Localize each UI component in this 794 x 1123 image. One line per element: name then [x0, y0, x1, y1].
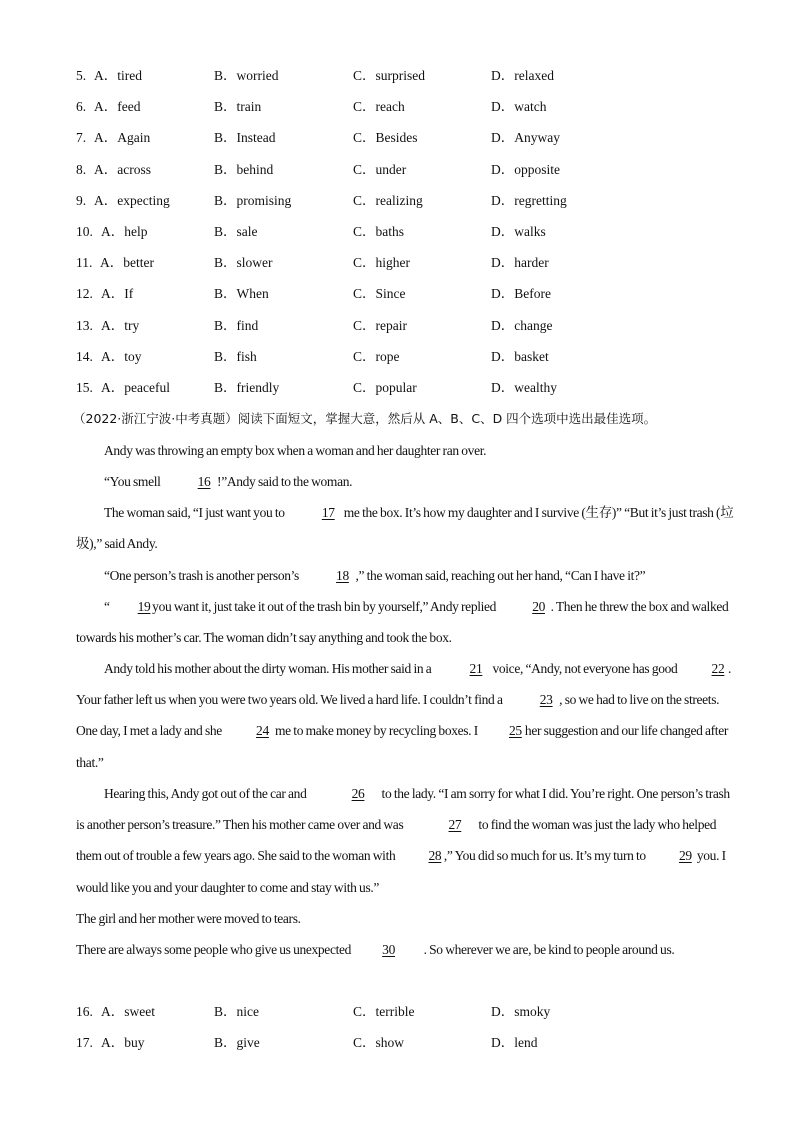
- passage-text: her suggestion and our life changed after that.”: [76, 723, 728, 770]
- question-number: 10.: [76, 224, 93, 239]
- question-number: 7.: [76, 130, 87, 146]
- option-c: C．reach: [353, 99, 405, 115]
- passage-text: me the box. It’s how my daughter and I survive (生存)” “But it’s just trash (垃圾),” said Andy.: [76, 505, 734, 552]
- option-a: A．help: [101, 224, 148, 239]
- question-row: [76, 284, 736, 304]
- passage-text: “You smell: [104, 474, 164, 489]
- option-a: A．peaceful: [101, 380, 170, 395]
- passage-text: . Your father left us when you were two years old. We lived a hard life. I couldn’t find a: [76, 661, 731, 708]
- question-row: [76, 1033, 736, 1053]
- option-c: C．higher: [353, 255, 410, 271]
- option-a: A．try: [101, 317, 140, 333]
- option-c: C．surprised: [353, 68, 425, 83]
- passage-paragraph-5: [76, 591, 736, 653]
- option-a: A．If: [101, 286, 134, 302]
- passage-text: to find the woman was just the lady who helped them out of trouble a few years ago. She said to the woman with: [76, 817, 717, 864]
- passage-text: Hearing this, Andy got out of the car and: [104, 786, 310, 801]
- option-c: C．realizing: [353, 192, 423, 208]
- option-c: C．Besides: [353, 130, 418, 146]
- option-a: A．better: [100, 255, 154, 271]
- option-d: D．walks: [491, 224, 546, 239]
- option-d: D．smoky: [491, 1004, 551, 1019]
- blank-18: 18: [336, 568, 349, 583]
- option-c: C．under: [353, 161, 407, 177]
- option-b: B．Instead: [214, 130, 276, 146]
- passage-paragraph-7: [76, 778, 736, 903]
- question-number: 16.: [76, 1004, 93, 1019]
- question-row: [76, 347, 736, 367]
- option-a: A．feed: [94, 99, 141, 115]
- option-c: C．repair: [353, 317, 407, 333]
- option-a: A．toy: [101, 348, 142, 364]
- source-heading: （2022·浙江宁波·中考真题）阅读下面短文，掌握大意，然后从 A、B、C、D 四个选项中选出最佳选项。: [73, 411, 657, 426]
- question-row: [76, 97, 736, 117]
- passage-text: Andy told his mother about the dirty woman. His mother said in a: [104, 661, 434, 676]
- question-number: 6.: [76, 99, 87, 115]
- passage-paragraph-1: [76, 435, 736, 466]
- passage-text: “: [104, 599, 110, 614]
- passage-paragraph-9: [76, 934, 736, 965]
- question-row: [76, 66, 736, 86]
- passage-paragraph-2: [76, 466, 736, 497]
- option-d: D．Anyway: [491, 130, 560, 146]
- question-number: 12.: [76, 286, 93, 302]
- blank-30: 30: [382, 942, 395, 957]
- passage-text: !”Andy said to the woman.: [217, 474, 353, 489]
- option-d: D．relaxed: [491, 68, 554, 83]
- question-number: 5.: [76, 68, 87, 83]
- question-number: 9.: [76, 192, 87, 208]
- question-number: 8.: [76, 161, 87, 177]
- option-b: B．behind: [214, 161, 274, 177]
- passage-text: me to make money by recycling boxes. I: [272, 723, 481, 739]
- passage-paragraph-8: [76, 903, 736, 934]
- option-d: D．Before: [491, 286, 551, 302]
- passage-paragraph-6: [76, 653, 736, 778]
- option-d: D．wealthy: [491, 380, 557, 395]
- option-b: B．give: [214, 1035, 260, 1051]
- blank-27: 27: [448, 817, 462, 833]
- question-number: 14.: [76, 348, 93, 364]
- question-number: 13.: [76, 317, 93, 333]
- option-d: D．opposite: [491, 161, 560, 177]
- blank-17: 17: [321, 505, 335, 520]
- option-b: B．slower: [214, 255, 273, 271]
- question-row: [76, 1002, 736, 1022]
- option-d: D．watch: [491, 99, 547, 115]
- passage-text: you want it, just take it out of the trash bin by yourself,” Andy replied: [149, 599, 499, 614]
- passage-text: ,” the woman said, reaching out her hand, “Can I have it?”: [355, 568, 646, 583]
- blank-24: 24: [256, 723, 269, 739]
- option-d: D．regretting: [491, 192, 567, 208]
- option-a: A．Again: [94, 130, 151, 146]
- passage-text: The woman said, “I just want you to: [104, 505, 288, 520]
- option-c: C．Since: [353, 286, 406, 302]
- option-b: B．worried: [214, 68, 279, 83]
- option-d: D．basket: [491, 348, 549, 364]
- option-d: D．harder: [491, 255, 549, 271]
- question-row: [76, 253, 736, 273]
- passage-paragraph-3: [76, 497, 736, 559]
- option-a: A．tired: [94, 68, 142, 83]
- blank-22: 22: [711, 661, 725, 676]
- passage-text: , so we had to live on the streets. One day, I met a lady and she: [76, 692, 720, 739]
- option-a: A．buy: [101, 1035, 145, 1051]
- question-number: 17.: [76, 1035, 93, 1051]
- blank-25: 25: [508, 723, 522, 739]
- passage-text: There are always some people who give us unexpected: [76, 942, 354, 957]
- option-a: A．across: [94, 161, 151, 177]
- option-c: C．rope: [353, 348, 400, 364]
- question-row: [76, 160, 736, 180]
- blank-21: 21: [469, 661, 483, 676]
- passage-text: . Then he threw the box and walked towards his mother’s car. The woman didn’t say anything and took the box.: [76, 599, 729, 646]
- question-row: [76, 191, 736, 211]
- blank-23: 23: [539, 692, 553, 708]
- option-b: B．find: [214, 317, 259, 333]
- option-a: A．expecting: [94, 192, 170, 208]
- question-row: [76, 316, 736, 336]
- option-d: D．lend: [491, 1035, 538, 1051]
- question-row: [76, 378, 736, 398]
- blank-16: 16: [197, 474, 211, 489]
- blank-20: 20: [532, 599, 545, 614]
- passage-text: ,” You did so much for us. It’s my turn to: [443, 848, 649, 864]
- passage-text: you. I would like you and your daughter to come and stay with us.”: [76, 848, 726, 895]
- option-b: B．sale: [214, 224, 258, 239]
- blank-26: 26: [351, 786, 365, 801]
- passage-paragraph-4: [76, 560, 736, 591]
- question-row: [76, 222, 736, 242]
- option-c: C．baths: [353, 224, 405, 239]
- option-a: A．sweet: [101, 1004, 155, 1019]
- question-row: [76, 128, 736, 148]
- question-number: 11.: [76, 255, 93, 271]
- option-d: D．change: [491, 317, 553, 333]
- blank-19: 19: [137, 599, 151, 614]
- option-b: B．promising: [214, 192, 292, 208]
- passage-text: to the lady. “I am sorry for what I did. You’re right. One person’s trash is another person’s treasure.” Then his mother came over and was: [76, 786, 730, 833]
- option-c: C．terrible: [353, 1004, 415, 1019]
- option-b: B．friendly: [214, 380, 280, 395]
- passage-text: The girl and her mother were moved to tears.: [76, 911, 301, 926]
- blank-28: 28: [428, 848, 442, 864]
- option-c: C．popular: [353, 380, 417, 395]
- passage-text: . So wherever we are, be kind to people around us.: [423, 942, 675, 957]
- question-number: 15.: [76, 380, 93, 395]
- passage-text: “One person’s trash is another person’s: [104, 568, 302, 583]
- passage-text: voice, “Andy, not everyone has good: [489, 661, 680, 676]
- blank-29: 29: [678, 848, 692, 864]
- option-b: B．train: [214, 99, 262, 115]
- option-b: B．nice: [214, 1004, 259, 1019]
- passage-text: Andy was throwing an empty box when a woman and her daughter ran over.: [104, 443, 487, 458]
- option-c: C．show: [353, 1035, 405, 1051]
- option-b: B．fish: [214, 348, 257, 364]
- option-b: B．When: [214, 286, 269, 302]
